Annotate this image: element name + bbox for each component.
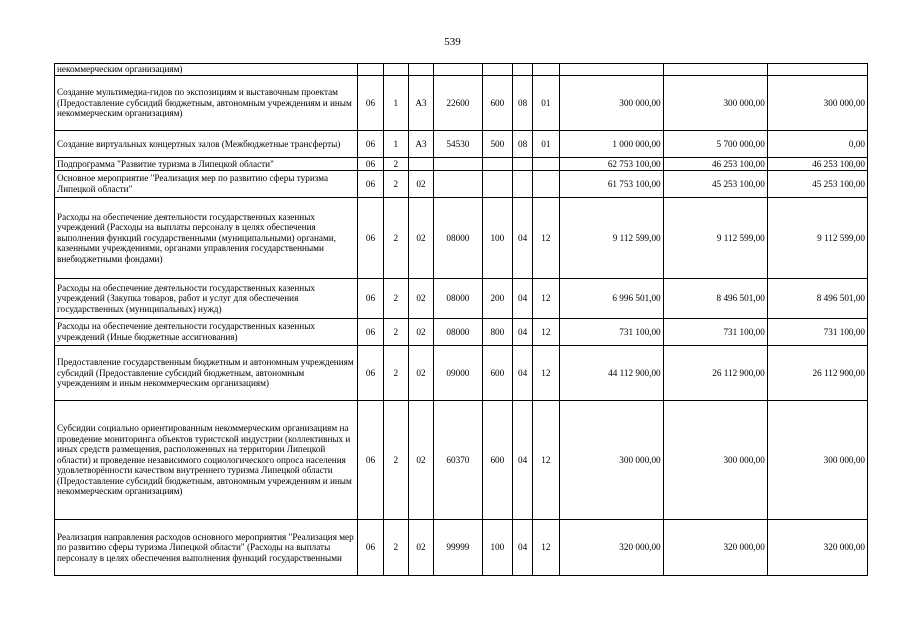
sum-year-2-cell: 300 000,00 (663, 76, 767, 131)
sum-year-2-cell: 731 100,00 (663, 319, 767, 346)
sum-year-3-cell: 26 112 900,00 (767, 346, 867, 401)
sum-year-1-cell: 300 000,00 (559, 401, 663, 520)
row-name-cell: Предоставление государственным бюджетным и автономным учреждениям субсидий (Предоставление субсидий бюджетным, автономным учреждениям и иным некоммерческим организациям) (55, 346, 358, 401)
code-expense-type-cell: 600 (482, 76, 512, 131)
sum-year-1-cell: 61 753 100,00 (559, 171, 663, 198)
code-direction-cell: 08000 (434, 319, 483, 346)
code-ministry-cell: 06 (358, 158, 383, 171)
code-ministry-cell: 06 (358, 131, 383, 158)
code-section-cell: 04 (513, 520, 533, 576)
code-activity-cell: 02 (408, 346, 433, 401)
code-ministry-cell: 06 (358, 401, 383, 520)
table-row (55, 346, 868, 401)
code-subsection-cell: 01 (533, 76, 559, 131)
sum-year-3-cell: 45 253 100,00 (767, 171, 867, 198)
sum-year-2-cell: 26 112 900,00 (663, 346, 767, 401)
code-expense-type-cell: 100 (482, 198, 512, 279)
code-subsection-cell (533, 171, 559, 198)
code-activity-cell: 02 (408, 198, 433, 279)
code-subsection-cell: 12 (533, 401, 559, 520)
sum-year-1-cell: 300 000,00 (559, 76, 663, 131)
code-ministry-cell: 06 (358, 76, 383, 131)
code-direction-cell: 99999 (434, 520, 483, 576)
code-program-cell: 2 (383, 346, 408, 401)
code-section-cell (513, 171, 533, 198)
sum-year-2-cell: 9 112 599,00 (663, 198, 767, 279)
code-expense-type-cell: 600 (482, 401, 512, 520)
code-activity-cell: 02 (408, 319, 433, 346)
code-expense-type-cell (482, 64, 512, 76)
table-row (55, 171, 868, 198)
code-activity-cell: А3 (408, 76, 433, 131)
table-row (55, 158, 868, 171)
table-row (55, 401, 868, 520)
code-program-cell: 2 (383, 171, 408, 198)
code-expense-type-cell: 800 (482, 319, 512, 346)
code-direction-cell (434, 171, 483, 198)
code-activity-cell (408, 158, 433, 171)
table-row (55, 319, 868, 346)
code-expense-type-cell (482, 158, 512, 171)
table-row (55, 198, 868, 279)
sum-year-1-cell: 6 996 501,00 (559, 279, 663, 319)
row-name-cell: некоммерческим организациям) (55, 64, 358, 76)
code-program-cell: 2 (383, 319, 408, 346)
sum-year-2-cell: 45 253 100,00 (663, 171, 767, 198)
code-subsection-cell (533, 158, 559, 171)
sum-year-1-cell: 44 112 900,00 (559, 346, 663, 401)
code-activity-cell (408, 64, 433, 76)
sum-year-3-cell (767, 64, 867, 76)
sum-year-1-cell (559, 64, 663, 76)
code-section-cell (513, 158, 533, 171)
code-ministry-cell: 06 (358, 171, 383, 198)
row-name-cell: Субсидии социально ориентированным некоммерческим организациям на проведение мониторинга объектов туристской индустрии (коллективных и иных средств размещения, расположенных на территории Липецкой области) и проведение независимого социологического опроса населения удовлетворённости качеством внутреннего туризма Липецкой области (Предоставление субсидий бюджетным, автономным учреждениям и иным некоммерческим организациям) (55, 401, 358, 520)
sum-year-3-cell: 320 000,00 (767, 520, 867, 576)
code-section-cell: 08 (513, 131, 533, 158)
code-subsection-cell: 12 (533, 198, 559, 279)
sum-year-1-cell: 1 000 000,00 (559, 131, 663, 158)
sum-year-3-cell: 731 100,00 (767, 319, 867, 346)
code-direction-cell: 54530 (434, 131, 483, 158)
code-subsection-cell: 01 (533, 131, 559, 158)
code-direction-cell: 60370 (434, 401, 483, 520)
row-name-cell: Подпрограмма "Развитие туризма в Липецкой области" (55, 158, 358, 171)
code-subsection-cell (533, 64, 559, 76)
code-subsection-cell: 12 (533, 279, 559, 319)
code-direction-cell: 09000 (434, 346, 483, 401)
code-ministry-cell (358, 64, 383, 76)
code-section-cell (513, 64, 533, 76)
table-row (55, 520, 868, 576)
code-program-cell: 2 (383, 520, 408, 576)
code-direction-cell: 08000 (434, 198, 483, 279)
code-expense-type-cell: 100 (482, 520, 512, 576)
sum-year-1-cell: 9 112 599,00 (559, 198, 663, 279)
code-direction-cell (434, 64, 483, 76)
sum-year-2-cell (663, 64, 767, 76)
code-activity-cell: 02 (408, 171, 433, 198)
code-section-cell: 08 (513, 76, 533, 131)
code-program-cell: 2 (383, 158, 408, 171)
code-subsection-cell: 12 (533, 346, 559, 401)
sum-year-1-cell: 320 000,00 (559, 520, 663, 576)
table-row (55, 76, 868, 131)
code-activity-cell: 02 (408, 279, 433, 319)
code-expense-type-cell (482, 171, 512, 198)
code-activity-cell: А3 (408, 131, 433, 158)
sum-year-3-cell: 0,00 (767, 131, 867, 158)
code-ministry-cell: 06 (358, 198, 383, 279)
sum-year-3-cell: 300 000,00 (767, 76, 867, 131)
code-subsection-cell: 12 (533, 520, 559, 576)
sum-year-3-cell: 9 112 599,00 (767, 198, 867, 279)
page-number: 539 (444, 36, 461, 48)
sum-year-1-cell: 62 753 100,00 (559, 158, 663, 171)
code-expense-type-cell: 200 (482, 279, 512, 319)
sum-year-3-cell: 8 496 501,00 (767, 279, 867, 319)
table-row (55, 64, 868, 76)
sum-year-3-cell: 46 253 100,00 (767, 158, 867, 171)
sum-year-2-cell: 46 253 100,00 (663, 158, 767, 171)
code-program-cell: 2 (383, 279, 408, 319)
code-activity-cell: 02 (408, 401, 433, 520)
code-program-cell: 2 (383, 198, 408, 279)
sum-year-2-cell: 5 700 000,00 (663, 131, 767, 158)
code-section-cell: 04 (513, 198, 533, 279)
row-name-cell: Основное мероприятие "Реализация мер по развитию сферы туризма Липецкой области" (55, 171, 358, 198)
code-ministry-cell: 06 (358, 319, 383, 346)
code-ministry-cell: 06 (358, 520, 383, 576)
code-program-cell: 1 (383, 131, 408, 158)
code-direction-cell (434, 158, 483, 171)
sum-year-3-cell: 300 000,00 (767, 401, 867, 520)
table-row (55, 131, 868, 158)
sum-year-2-cell: 300 000,00 (663, 401, 767, 520)
row-name-cell: Создание виртуальных концертных залов (Межбюджетные трансферты) (55, 131, 358, 158)
code-section-cell: 04 (513, 279, 533, 319)
sum-year-2-cell: 320 000,00 (663, 520, 767, 576)
code-expense-type-cell: 500 (482, 131, 512, 158)
code-section-cell: 04 (513, 401, 533, 520)
budget-table (54, 63, 868, 576)
code-section-cell: 04 (513, 346, 533, 401)
code-program-cell: 1 (383, 76, 408, 131)
table-row (55, 279, 868, 319)
row-name-cell: Расходы на обеспечение деятельности государственных казенных учреждений (Расходы на выплаты персоналу в целях обеспечения выполнения функций государственными (муниципальными) органами, казенными учреждениями, органами управления государственными внебюджетными фондами) (55, 198, 358, 279)
code-ministry-cell: 06 (358, 279, 383, 319)
sum-year-2-cell: 8 496 501,00 (663, 279, 767, 319)
sum-year-1-cell: 731 100,00 (559, 319, 663, 346)
code-activity-cell: 02 (408, 520, 433, 576)
row-name-cell: Реализация направления расходов основного мероприятия "Реализация мер по развитию сферы туризма Липецкой области" (Расходы на выплаты персоналу в целях обеспечения выполнения функций государственными (55, 520, 358, 576)
code-subsection-cell: 12 (533, 319, 559, 346)
code-section-cell: 04 (513, 319, 533, 346)
code-direction-cell: 22600 (434, 76, 483, 131)
row-name-cell: Расходы на обеспечение деятельности государственных казенных учреждений (Иные бюджетные ассигнования) (55, 319, 358, 346)
row-name-cell: Расходы на обеспечение деятельности государственных казенных учреждений (Закупка товаров, работ и услуг для обеспечения государственных (муниципальных) нужд) (55, 279, 358, 319)
row-name-cell: Создание мультимедиа-гидов по экспозициям и выставочным проектам (Предоставление субсидий бюджетным, автономным учреждениям и иным некоммерческим организациям) (55, 76, 358, 131)
code-expense-type-cell: 600 (482, 346, 512, 401)
code-program-cell (383, 64, 408, 76)
code-ministry-cell: 06 (358, 346, 383, 401)
code-direction-cell: 08000 (434, 279, 483, 319)
code-program-cell: 2 (383, 401, 408, 520)
